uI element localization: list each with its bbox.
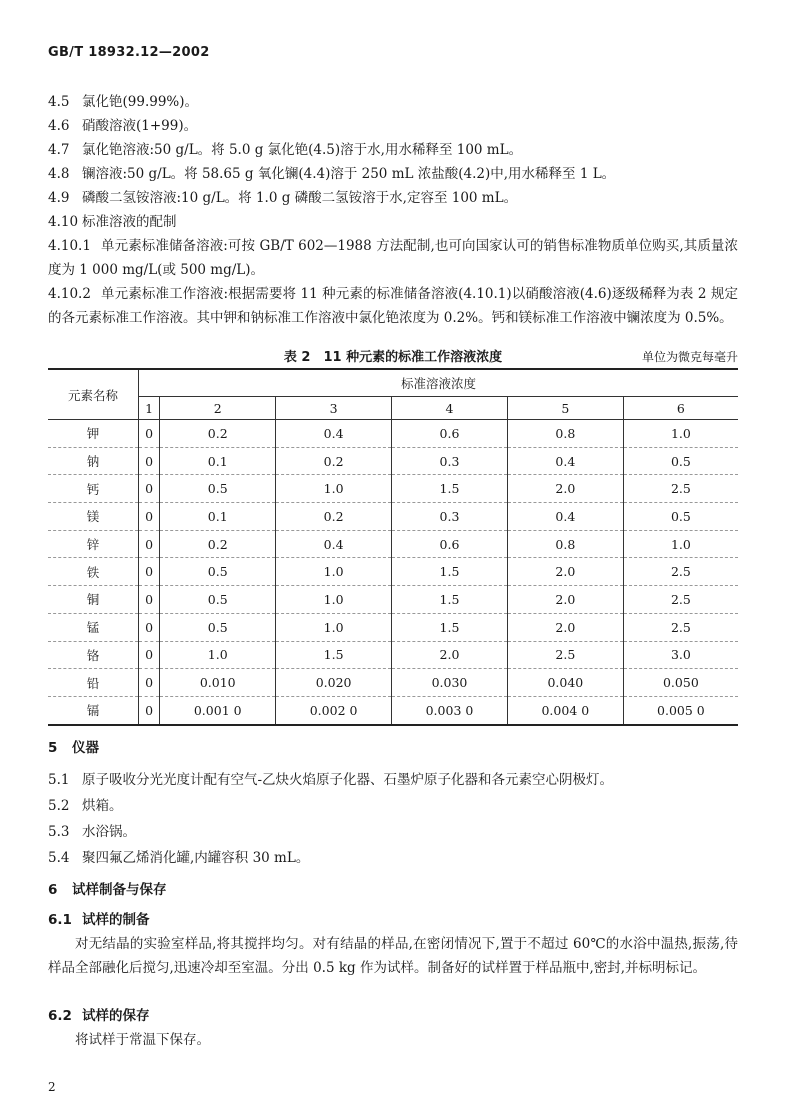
concentration-cell: 0.002 0 bbox=[276, 696, 392, 724]
section-number: 6 bbox=[48, 882, 58, 898]
clause-text: 烘箱。 bbox=[82, 798, 123, 814]
clause-number: 4.5 bbox=[48, 94, 70, 110]
concentration-cell: 3.0 bbox=[623, 641, 738, 669]
concentration-cell: 0.8 bbox=[507, 530, 623, 558]
concentration-cell: 1.0 bbox=[276, 475, 392, 503]
section-5-heading bbox=[48, 738, 99, 758]
concentration-cell: 0.5 bbox=[160, 613, 276, 641]
concentration-cell: 0 bbox=[139, 586, 160, 614]
table-row bbox=[48, 613, 738, 641]
element-name-cell: 铬 bbox=[48, 641, 139, 669]
clause-6-2-heading bbox=[48, 1006, 150, 1026]
element-name-cell: 钾 bbox=[48, 420, 139, 448]
header-standard-concentration: 标准溶液浓度 bbox=[139, 369, 739, 397]
clause-number: 4.9 bbox=[48, 190, 70, 206]
concentration-cell: 0.004 0 bbox=[507, 696, 623, 724]
clause-number: 4.10.1 bbox=[48, 238, 91, 254]
column-header: 6 bbox=[623, 397, 738, 420]
concentration-cell: 2.0 bbox=[507, 558, 623, 586]
page-number: 2 bbox=[48, 1080, 56, 1094]
concentration-cell: 0.2 bbox=[276, 447, 392, 475]
column-header: 1 bbox=[139, 397, 160, 420]
concentration-cell: 0 bbox=[139, 696, 160, 724]
table-row bbox=[48, 696, 738, 724]
clause-number: 4.10.2 bbox=[48, 286, 91, 302]
concentration-cell: 0.003 0 bbox=[392, 696, 508, 724]
concentration-cell: 0.1 bbox=[160, 447, 276, 475]
concentration-cell: 0.5 bbox=[623, 503, 738, 531]
column-header: 4 bbox=[392, 397, 508, 420]
clause-title: 试样的保存 bbox=[82, 1008, 150, 1024]
concentration-cell: 1.0 bbox=[623, 530, 738, 558]
concentration-cell: 0.5 bbox=[160, 586, 276, 614]
table-unit: 单位为微克每毫升 bbox=[641, 350, 738, 364]
concentration-cell: 1.5 bbox=[392, 586, 508, 614]
concentration-cell: 1.5 bbox=[392, 613, 508, 641]
clause-5-4 bbox=[48, 848, 309, 868]
table-caption: 表 2 11 种元素的标准工作溶液浓度 bbox=[283, 350, 503, 365]
concentration-cell: 0.040 bbox=[507, 669, 623, 697]
table-caption-row bbox=[48, 346, 738, 364]
concentration-cell: 0 bbox=[139, 641, 160, 669]
concentration-cell: 1.0 bbox=[276, 558, 392, 586]
clause-text: 聚四氟乙烯消化罐,内罐容积 30 mL。 bbox=[82, 850, 310, 866]
clause-text: 单元素标准工作溶液:根据需要将 11 种元素的标准储备溶液(4.10.1)以硝酸溶液(4.6)逐级稀释为表 2 规定的各元素标准工作溶液。其中钾和钠标准工作溶液中氯化铯浓度为 0.2%。钙和镁标准工作溶液中镧浓度为 0.5%。 bbox=[48, 286, 738, 326]
concentration-table bbox=[48, 368, 738, 726]
concentration-cell: 1.5 bbox=[392, 475, 508, 503]
element-name-cell: 钙 bbox=[48, 475, 139, 503]
concentration-cell: 2.5 bbox=[623, 475, 738, 503]
concentration-cell: 2.5 bbox=[623, 558, 738, 586]
header-element-name: 元素名称 bbox=[48, 369, 139, 420]
clause-number: 6.1 bbox=[48, 912, 72, 928]
concentration-cell: 0.2 bbox=[160, 530, 276, 558]
table-row bbox=[48, 475, 738, 503]
concentration-cell: 2.5 bbox=[623, 613, 738, 641]
concentration-cell: 1.0 bbox=[276, 613, 392, 641]
table-row bbox=[48, 503, 738, 531]
table-row bbox=[48, 669, 738, 697]
concentration-cell: 0.2 bbox=[160, 420, 276, 448]
clause-4-6 bbox=[48, 116, 197, 136]
clause-6-1-heading bbox=[48, 910, 150, 930]
table-row bbox=[48, 586, 738, 614]
concentration-cell: 0 bbox=[139, 503, 160, 531]
clause-number: 5.3 bbox=[48, 824, 70, 840]
clause-text: 氯化铯溶液:50 g/L。将 5.0 g 氯化铯(4.5)溶于水,用水稀释至 100 mL。 bbox=[82, 142, 523, 158]
section-title: 标准溶液的配制 bbox=[82, 214, 177, 230]
column-header: 3 bbox=[276, 397, 392, 420]
section-title: 试样制备与保存 bbox=[72, 882, 167, 898]
concentration-cell: 0.001 0 bbox=[160, 696, 276, 724]
table-row bbox=[48, 530, 738, 558]
clause-5-1 bbox=[48, 770, 613, 790]
element-name-cell: 铜 bbox=[48, 586, 139, 614]
concentration-cell: 0.8 bbox=[507, 420, 623, 448]
table-row bbox=[48, 641, 738, 669]
clause-number: 6.2 bbox=[48, 1008, 72, 1024]
element-name-cell: 铁 bbox=[48, 558, 139, 586]
clause-number: 5.4 bbox=[48, 850, 70, 866]
clause-4-7 bbox=[48, 140, 522, 160]
concentration-cell: 0 bbox=[139, 530, 160, 558]
clause-5-2 bbox=[48, 796, 123, 816]
table-row bbox=[48, 558, 738, 586]
column-header: 2 bbox=[160, 397, 276, 420]
clause-number: 4.7 bbox=[48, 142, 70, 158]
clause-text: 硝酸溶液(1+99)。 bbox=[82, 118, 198, 134]
clause-text: 镧溶液:50 g/L。将 58.65 g 氧化镧(4.4)溶于 250 mL 浓盐酸(4.2)中,用水稀释至 1 L。 bbox=[82, 166, 616, 182]
section-number: 4.10 bbox=[48, 214, 79, 230]
clause-number: 5.1 bbox=[48, 772, 70, 788]
section-6-heading bbox=[48, 880, 167, 900]
element-name-cell: 锰 bbox=[48, 613, 139, 641]
concentration-cell: 0.5 bbox=[160, 475, 276, 503]
section-number: 5 bbox=[48, 740, 58, 756]
concentration-cell: 0 bbox=[139, 669, 160, 697]
clause-6-1-text: 对无结晶的实验室样品,将其搅拌均匀。对有结晶的样品,在密闭情况下,置于不超过 60℃的水浴中温热,振荡,待样品全部融化后搅匀,迅速冷却至室温。分出 0.5 kg 作为试样。制备好的试样置于样品瓶中,密封,并标明标记。 bbox=[48, 936, 738, 976]
clause-4-8 bbox=[48, 164, 615, 184]
section-title: 仪器 bbox=[72, 740, 99, 756]
concentration-cell: 2.0 bbox=[507, 475, 623, 503]
element-name-cell: 锌 bbox=[48, 530, 139, 558]
table-row bbox=[48, 420, 738, 448]
concentration-cell: 0.4 bbox=[276, 530, 392, 558]
clause-6-2-text: 将试样于常温下保存。 bbox=[75, 1032, 210, 1048]
clause-number: 4.8 bbox=[48, 166, 70, 182]
column-header: 5 bbox=[507, 397, 623, 420]
clause-text: 磷酸二氢铵溶液:10 g/L。将 1.0 g 磷酸二氢铵溶于水,定容至 100 mL。 bbox=[82, 190, 518, 206]
concentration-cell: 0.3 bbox=[392, 447, 508, 475]
concentration-cell: 1.0 bbox=[623, 420, 738, 448]
concentration-cell: 0.4 bbox=[507, 503, 623, 531]
clause-4-9 bbox=[48, 188, 517, 208]
concentration-cell: 0 bbox=[139, 447, 160, 475]
section-4-10-heading bbox=[48, 212, 177, 232]
concentration-cell: 0.2 bbox=[276, 503, 392, 531]
clause-text: 氯化铯(99.99%)。 bbox=[82, 94, 199, 110]
concentration-cell: 1.5 bbox=[276, 641, 392, 669]
concentration-cell: 1.0 bbox=[160, 641, 276, 669]
clause-number: 4.6 bbox=[48, 118, 70, 134]
concentration-cell: 0.4 bbox=[507, 447, 623, 475]
concentration-cell: 0 bbox=[139, 613, 160, 641]
concentration-cell: 1.5 bbox=[392, 558, 508, 586]
element-name-cell: 镉 bbox=[48, 696, 139, 724]
clause-text: 原子吸收分光光度计配有空气-乙炔火焰原子化器、石墨炉原子化器和各元素空心阴极灯。 bbox=[82, 772, 614, 788]
concentration-cell: 0.005 0 bbox=[623, 696, 738, 724]
concentration-cell: 2.5 bbox=[623, 586, 738, 614]
clause-number: 5.2 bbox=[48, 798, 70, 814]
clause-title: 试样的制备 bbox=[82, 912, 150, 928]
concentration-cell: 0.5 bbox=[623, 447, 738, 475]
concentration-cell: 0.3 bbox=[392, 503, 508, 531]
concentration-cell: 0.6 bbox=[392, 530, 508, 558]
concentration-cell: 0.010 bbox=[160, 669, 276, 697]
concentration-cell: 0.4 bbox=[276, 420, 392, 448]
concentration-cell: 1.0 bbox=[276, 586, 392, 614]
concentration-cell: 0 bbox=[139, 475, 160, 503]
clause-text: 水浴锅。 bbox=[82, 824, 136, 840]
concentration-cell: 2.0 bbox=[392, 641, 508, 669]
concentration-cell: 2.5 bbox=[507, 641, 623, 669]
element-name-cell: 铅 bbox=[48, 669, 139, 697]
concentration-cell: 0 bbox=[139, 558, 160, 586]
concentration-cell: 0.5 bbox=[160, 558, 276, 586]
clause-4-5 bbox=[48, 92, 198, 112]
concentration-cell: 0 bbox=[139, 420, 160, 448]
standard-number: GB/T 18932.12—2002 bbox=[48, 45, 210, 60]
table-body bbox=[48, 420, 738, 725]
concentration-cell: 2.0 bbox=[507, 613, 623, 641]
clause-text: 单元素标准储备溶液:可按 GB/T 602—1988 方法配制,也可向国家认可的销售标准物质单位购买,其质量浓度为 1 000 mg/L(或 500 mg/L)。 bbox=[48, 238, 738, 278]
clause-4-10-2 bbox=[48, 282, 738, 330]
element-name-cell: 镁 bbox=[48, 503, 139, 531]
concentration-cell: 0.020 bbox=[276, 669, 392, 697]
element-name-cell: 钠 bbox=[48, 447, 139, 475]
concentration-cell: 2.0 bbox=[507, 586, 623, 614]
clause-4-10-1 bbox=[48, 234, 738, 282]
concentration-cell: 0.030 bbox=[392, 669, 508, 697]
concentration-cell: 0.6 bbox=[392, 420, 508, 448]
concentration-cell: 0.050 bbox=[623, 669, 738, 697]
concentration-cell: 0.1 bbox=[160, 503, 276, 531]
table-row bbox=[48, 447, 738, 475]
clause-5-3 bbox=[48, 822, 136, 842]
